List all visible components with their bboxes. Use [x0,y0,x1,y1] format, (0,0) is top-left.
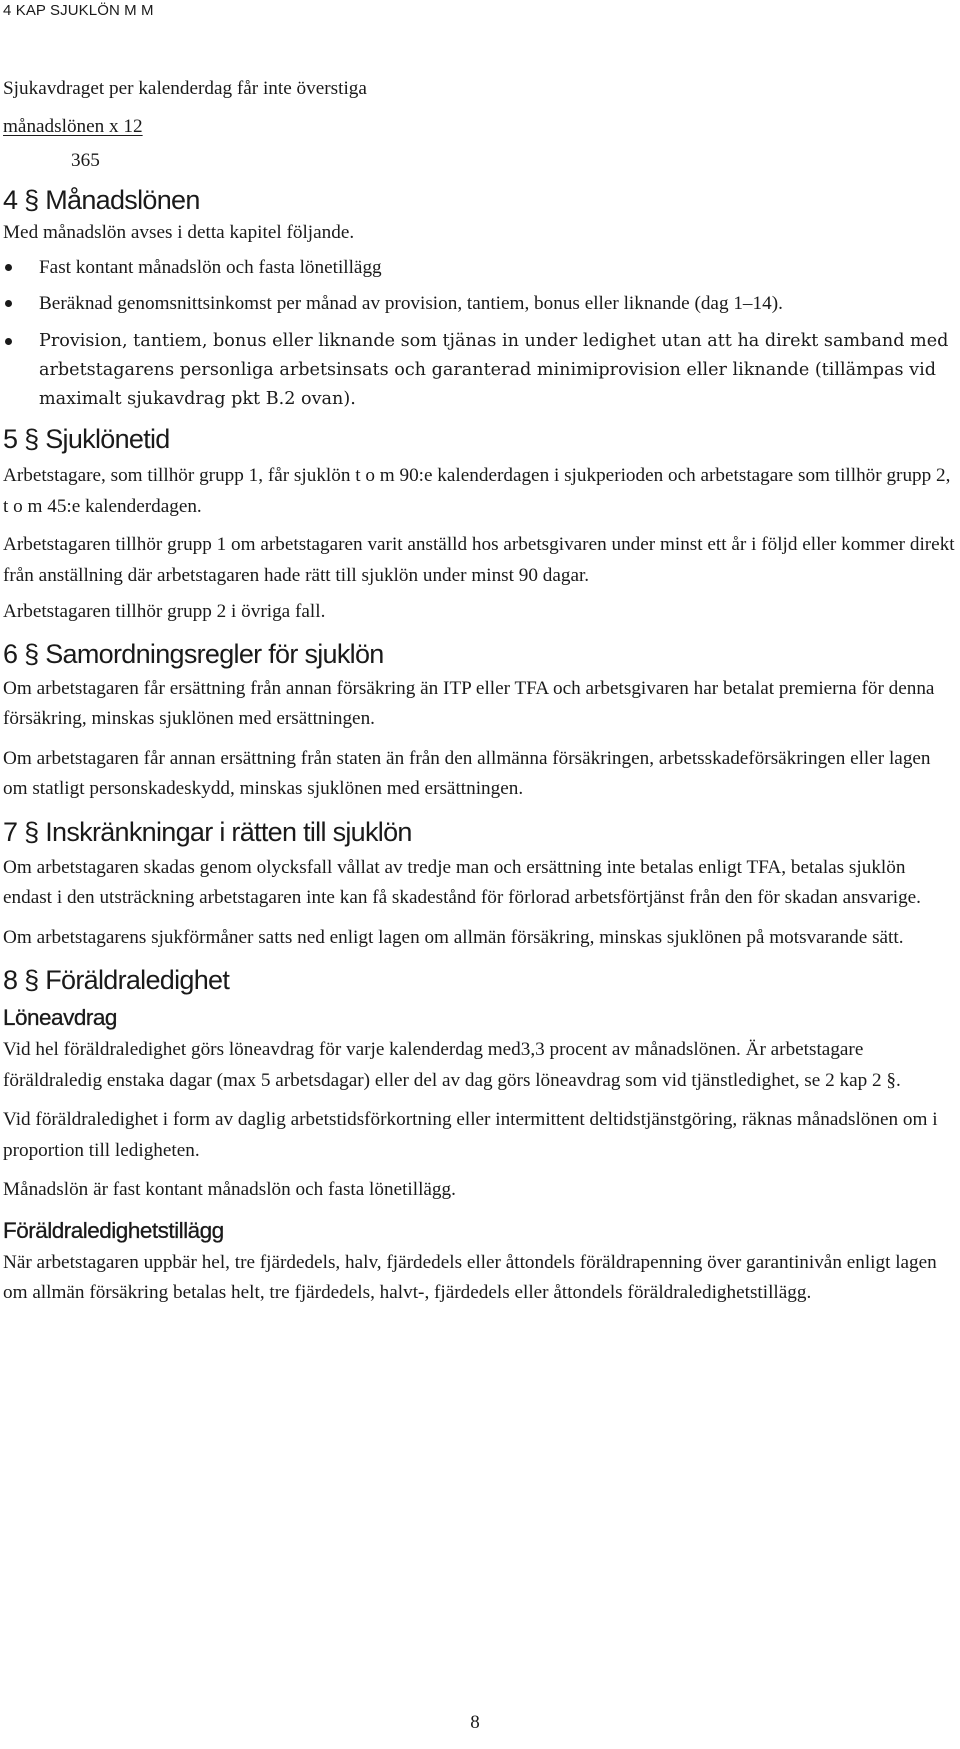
section-6-heading: 6 § Samordningsregler för sjuklön [3,638,384,669]
loneavdrag-heading: Löneavdrag [3,1005,117,1030]
section-8-heading: 8 § Föräldraledighet [3,965,230,995]
section-5-paragraph: Arbetstagaren tillhör grupp 2 i övriga fall. [3,601,326,622]
bullet-icon [5,300,12,307]
section-4-intro: Med månadslön avses i detta kapitel följande. [3,221,355,243]
list-item-text: Provision, tantiem, bonus eller liknande som tjänas in under ledighet utan att ha direkt samband med arbetstagarens personliga arbetsinsats och garanterad minimiprovision eller liknande (tillämpas vid maximalt sjukavdrag pkt B.2 ovan). [39,331,949,409]
section-7-paragraph: Om arbetstagarens sjukförmåner satts ned enligt lagen om allmän försäkring, minskas sjuklönen på motsvarande sätt. [3,926,904,948]
section-5-heading: 5 § Sjuklönetid [3,424,170,454]
loneavdrag-paragraph: Vid föräldraledighet i form av daglig arbetstidsförkortning eller intermittent deltidstjänstgöring, räknas månadslönen om i proportion till ledigheten. [3,1109,938,1161]
bullet-icon [5,264,12,271]
page-number [0,1712,960,1734]
loneavdrag-paragraph: Månadslön är fast kontant månadslön och fasta lönetillägg. [3,1179,456,1200]
section-7-paragraph: Om arbetstagaren skadas genom olycksfall vållat av tredje man och ersättning inte betalas enligt TFA, betalas sjuklön endast i den utsträckning arbetstagaren inte kan få skadestånd för förlorad arbetsförtjänst från den för skadan ansvarige. [3,856,921,908]
loneavdrag-paragraph: Vid hel föräldraledighet görs löneavdrag för varje kalenderdag med3,3 procent av månadslönen. Är arbetstagare föräldraledig enstaka dagar (max 5 arbetsdagar) eller del av dag görs löneavdrag som vid tjänstledighet, se 2 kap 2 §. [3,1039,901,1091]
formula-block [3,74,956,177]
section-4-list [3,253,956,414]
list-item [3,289,956,320]
formula-intro: Sjukavdraget per kalenderdag får inte överstiga [3,78,367,99]
list-item [3,327,956,414]
formula-numerator: månadslönen x 12 [3,115,143,137]
section-7-heading: 7 § Inskränkningar i rätten till sjuklön [3,816,412,847]
foraldraledighetstillagg-paragraph: När arbetstagaren uppbär hel, tre fjärdedels, halv, fjärdedels eller åttondels föräldrapenning över garantinivån enligt lagen om allmän försäkring betalas helt, tre fjärdedels, halvt-, fjärdedels eller åttondels föräldraledighetstillägg. [3,1251,937,1303]
section-5-paragraph: Arbetstagaren tillhör grupp 1 om arbetstagaren varit anställd hos arbetsgivaren under minst ett år i följd eller kommer direkt från anställning där arbetstagaren hade rätt till sjuklön under minst 90 dagar. [3,534,955,586]
running-header: 4 KAP SJUKLÖN M M [3,2,154,19]
formula-denominator: 365 [71,150,100,171]
page-number-text: 8 [470,1712,480,1733]
section-4-heading: 4 § Månadslönen [3,184,200,215]
page-content [3,74,956,1309]
list-item [3,253,956,284]
section-6-paragraph: Om arbetstagaren får annan ersättning från staten än från den allmänna försäkringen, arbetsskadeförsäkringen eller lagen om statligt personskadeskydd, minskas sjuklönen med ersättningen. [3,747,931,799]
list-item-text: Beräknad genomsnittsinkomst per månad av provision, tantiem, bonus eller liknande (dag 1–14). [39,292,783,314]
section-5-paragraph: Arbetstagare, som tillhör grupp 1, får sjuklön t o m 90:e kalenderdagen i sjukperioden och arbetstagare som tillhör grupp 2, t o m 45:e kalenderdagen. [3,465,951,517]
bullet-icon [5,338,12,345]
list-item-text: Fast kontant månadslön och fasta lönetillägg [39,257,382,278]
foraldraledighetstillagg-heading: Föräldraledighetstillägg [3,1217,224,1243]
section-6-paragraph: Om arbetstagaren får ersättning från annan försäkring än ITP eller TFA och arbetsgivaren har betalat premierna för denna försäkring, minskas sjuklönen med ersättningen. [3,677,935,729]
